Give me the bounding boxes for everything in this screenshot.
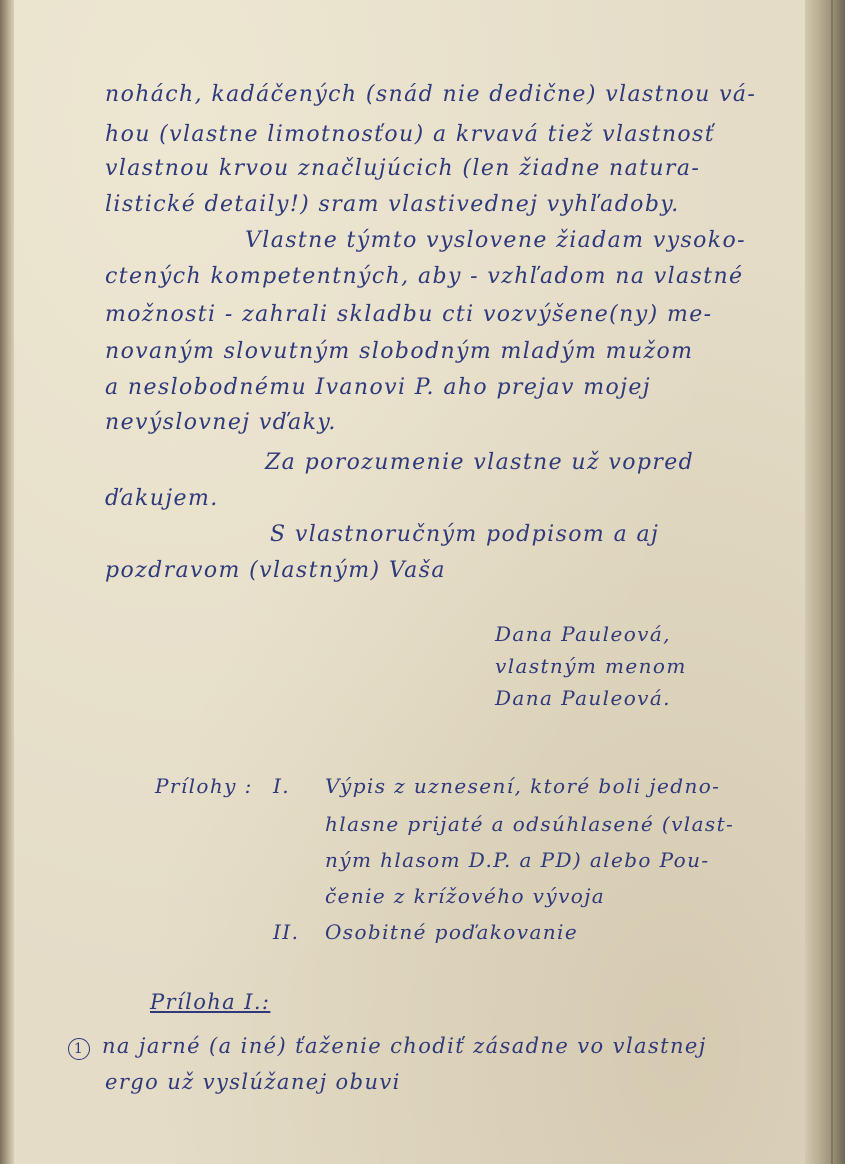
body-line-12: ďakujem. — [105, 486, 219, 511]
annex-heading: Príloha I.: — [150, 990, 271, 1014]
attachment-item-1-number: I. — [273, 774, 291, 798]
attachment-item-1-line-2: hlasne prijaté a odsúhlasené (vlast- — [325, 812, 735, 836]
body-line-10: nevýslovnej vďaky. — [105, 410, 337, 435]
annex-item-1 — [68, 1034, 707, 1060]
body-line-13: S vlastnoručným podpisom a aj — [270, 522, 660, 547]
annex-line-1: na jarné (a iné) ťaženie chodiť zásadne vo vlastnej — [102, 1034, 707, 1058]
body-line-3: vlastnou krvou značlujúcich (len žiadne natura- — [105, 156, 701, 181]
attachment-item-2-number: II. — [273, 920, 300, 944]
page-stack-edge — [805, 0, 845, 1164]
page-stack-line — [831, 0, 833, 1164]
attachment-item-1-line-1: Výpis z uznesení, ktoré boli jedno- — [325, 774, 721, 798]
body-line-6: ctených kompetentných, aby - vzhľadom na vlastné — [105, 264, 744, 289]
attachment-item-2-text: Osobitné poďakovanie — [325, 920, 579, 944]
body-line-14: pozdravom (vlastným) Vaša — [105, 558, 446, 583]
body-line-9: a neslobodnému Ivanovi P. aho prejav mojej — [105, 375, 652, 400]
attachments-label: Prílohy : — [155, 774, 253, 798]
signature-line-2: vlastným menom — [495, 654, 687, 678]
body-line-8: novaným slovutným slobodným mladým mužom — [105, 339, 694, 364]
annex-item-number: 1 — [68, 1038, 90, 1060]
attachment-item-1-line-4: čenie z krížového vývoja — [325, 884, 606, 908]
annex-line-2: ergo už vyslúžanej obuvi — [105, 1070, 401, 1094]
attachment-item-1-line-3: ným hlasom D.P. a PD) alebo Pou- — [325, 848, 710, 872]
body-line-2: hou (vlastne limotnosťou) a krvavá tiež vlastnosť — [105, 122, 715, 147]
page-binding-edge — [0, 0, 14, 1164]
body-line-7: možnosti - zahrali skladbu cti vozvýšene(ny) me- — [105, 302, 713, 327]
body-line-1: nohách, kadáčených (snád nie dedične) vlastnou vá- — [105, 82, 757, 107]
signature-line-3: Dana Pauleová. — [495, 686, 671, 710]
body-line-4: listické detaily!) sram vlastivednej vyhľadoby. — [105, 192, 680, 217]
body-line-11: Za porozumenie vlastne už vopred — [265, 450, 695, 475]
body-line-5: Vlastne týmto vyslovene žiadam vysoko- — [245, 228, 747, 253]
signature-line-1: Dana Pauleová, — [495, 622, 671, 646]
